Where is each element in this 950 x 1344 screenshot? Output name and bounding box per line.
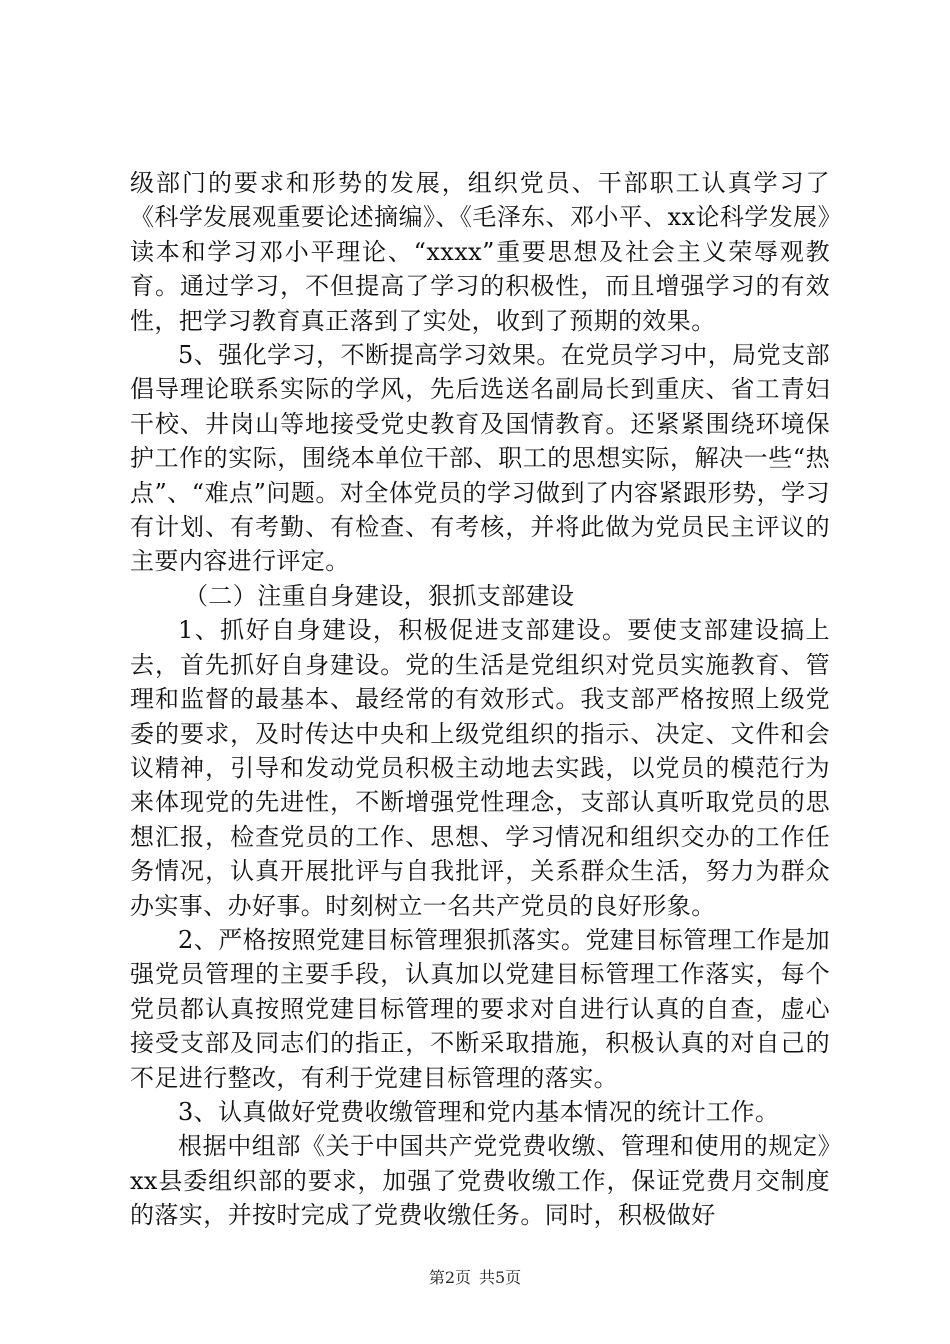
page-footer bbox=[0, 1268, 950, 1288]
paragraph-item-3: 3、认真做好党费收缴管理和党内基本情况的统计工作。 bbox=[178, 1097, 780, 1126]
paragraph-party-fees: 根据中组部《关于中国共产党党费收缴、管理和使用的规定》xx县委组织部的要求，加强了党费收缴工作，保证党费月交制度的落实，并按时完成了党费收缴任务。同时，积极做好 bbox=[130, 1132, 830, 1230]
paragraph-item-1: 1、抓好自身建设，积极促进支部建设。要使支部建设搞上去，首先抓好自身建设。党的生活是党组织对党员实施教育、管理和监督的最基本、最经常的有效形式。我支部严格按照上级党委的要求，及时传达中央和上级党组织的指示、决定、文件和会议精神，引导和发动党员积极主动地去实践，以党员的模范行为来体现党的先进性，不断增强党性理念，支部认真听取党员的思想汇报，检查党员的工作、思想、学习情况和组织交办的工作任务情况，认真开展批评与自我批评，关系群众生活，努力为群众办实事、办好事。时刻树立一名共产党员的良好形象。 bbox=[130, 616, 830, 920]
paragraph-item-5: 5、强化学习，不断提高学习效果。在党员学习中，局党支部倡导理论联系实际的学风，先后选送名副局长到重庆、省工青妇干校、井岗山等地接受党史教育及国情教育。还紧紧围绕环境保护工作的实际，围绕本单位干部、职工的思想实际，解决一些“热点”、“难点”问题。对全体党员的学习做到了内容紧跟形势，学习有计划、有考勤、有检查、有考核，并将此做为党员民主评议的主要内容进行评定。 bbox=[130, 341, 830, 576]
page-number: 第2页 bbox=[428, 1268, 471, 1287]
paragraph-item-2: 2、严格按照党建目标管理狠抓落实。党建目标管理工作是加强党员管理的主要手段，认真加以党建目标管理工作落实，每个党员都认真按照党建目标管理的要求对自进行认真的自查，虚心接受支部及同志们的指正，不断采取措施，积极认真的对自己的不足进行整改，有利于党建目标管理的落实。 bbox=[130, 925, 830, 1092]
document-body bbox=[130, 166, 830, 1233]
page-total: 共5页 bbox=[479, 1268, 522, 1287]
section-heading-2: （二）注重自身建设，狠抓支部建设 bbox=[184, 581, 575, 610]
paragraph-continuation: 级部门的要求和形势的发展，组织党员、干部职工认真学习了《科学发展观重要论述摘编》、《毛泽东、邓小平、xx论科学发展》读本和学习邓小平理论、“xxxx”重要思想及社会主义荣辱观教育。通过学习，不但提高了学习的积极性，而且增强学习的有效性，把学习教育真正落到了实处，收到了预期的效果。 bbox=[130, 169, 830, 335]
